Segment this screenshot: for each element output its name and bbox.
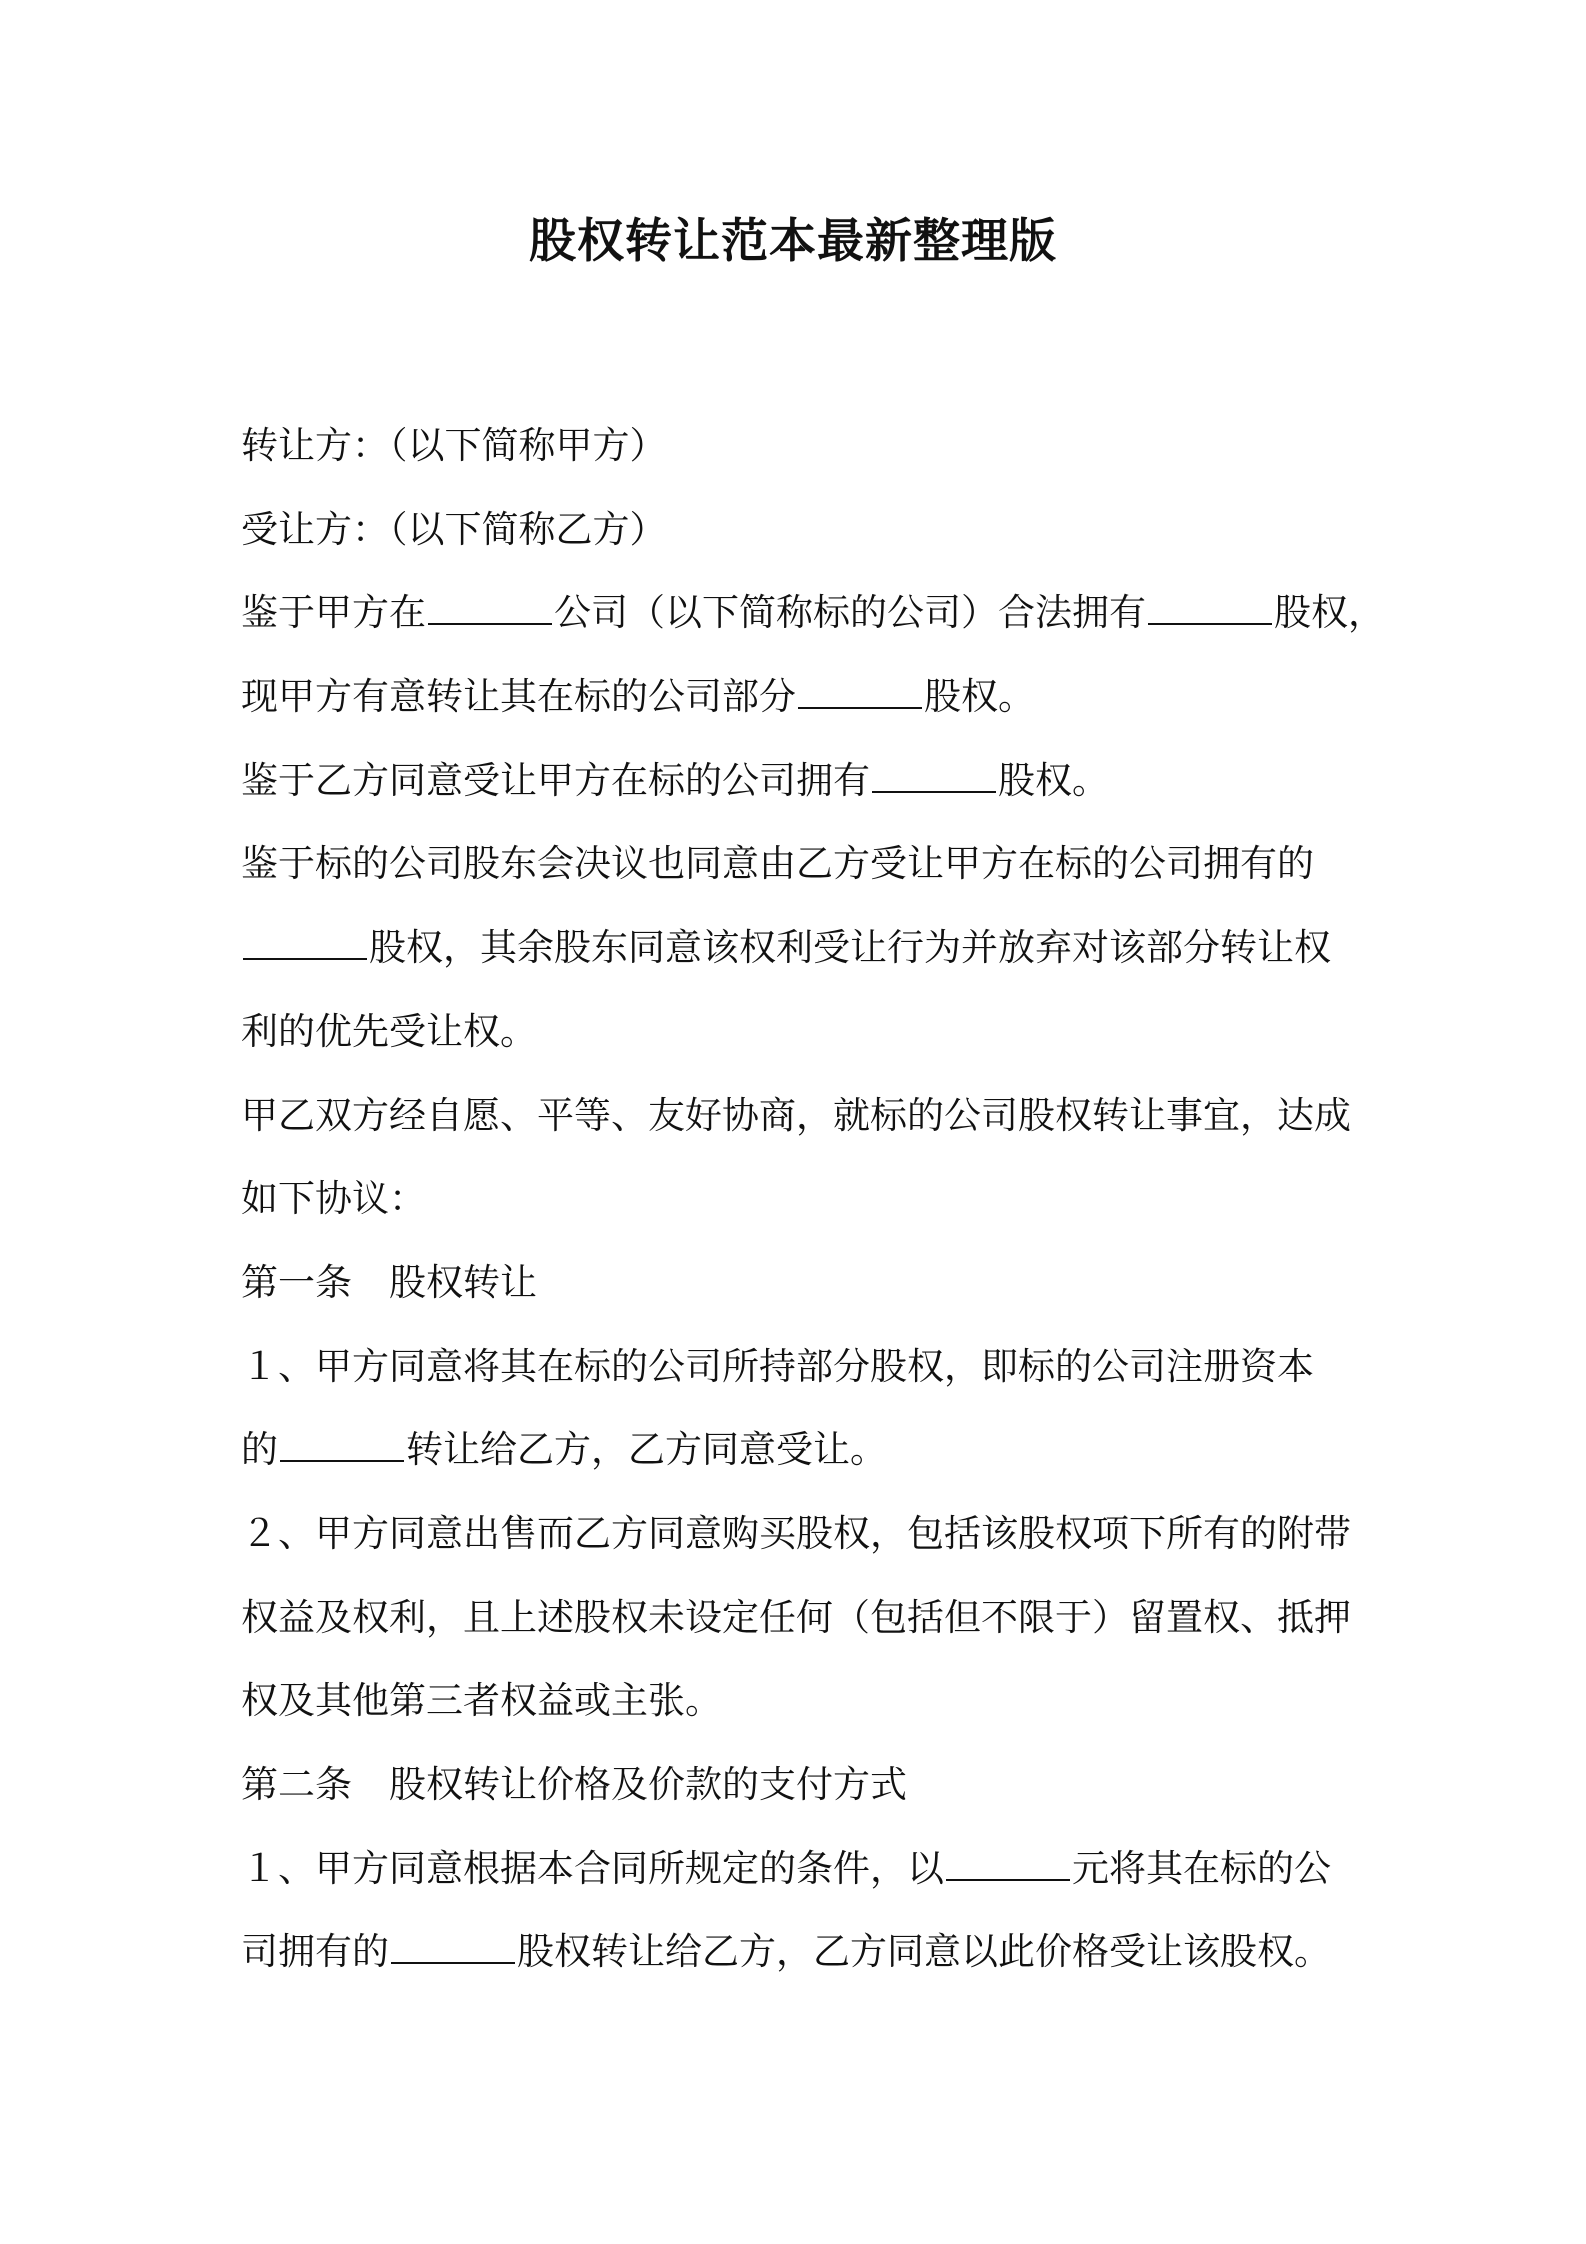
text-line: 甲乙双方经自愿、平等、友好协商，就标的公司股权转让事宜，达成 [241,1093,1351,1137]
text-line: 鉴于甲方在 公司（以下简称标的公司）合法拥有 股权， [241,591,1385,635]
fill-in-blank [798,677,922,709]
text-line: 权益及权利，且上述股权未设定任何（包括但不限于）留置权、抵押 [241,1595,1351,1639]
text-line: １、甲方同意根据本合同所规定的条件，以 元将其在标的公 [241,1846,1331,1890]
text-line-transferor: 转让方：（以下简称甲方） [241,424,667,467]
text-line: 现甲方有意转让其在标的公司部分 股权。 [241,675,1035,719]
text-line: 鉴于乙方同意受让甲方在标的公司拥有 股权。 [241,758,1109,802]
article-heading-2: 第二条 股权转让价格及价款的支付方式 [241,1763,907,1806]
text-line: 利的优先受让权。 [241,1009,537,1053]
text-line: １、甲方同意将其在标的公司所持部分股权，即标的公司注册资本 [241,1344,1314,1388]
text-line: 的 转让给乙方，乙方同意受让。 [241,1428,887,1472]
text-line: 如下协议： [241,1177,426,1221]
fill-in-blank [946,1849,1070,1881]
text-line-transferee: 受让方：（以下简称乙方） [241,507,667,551]
text-line: 权及其他第三者权益或主张。 [241,1679,722,1723]
document-title: 股权转让范本最新整理版 [529,214,1057,269]
text-line: 司拥有的 股权转让给乙方，乙方同意以此价格受让该股权。 [241,1930,1331,1974]
document-body [241,404,1385,1994]
text-line: 股权，其余股东同意该权利受让行为并放弃对该部分转让权 [241,906,1351,990]
text-line: ２、甲方同意出售而乙方同意购买股权，包括该股权项下所有的附带 [241,1511,1351,1555]
fill-in-blank [428,593,552,625]
fill-in-blank [1148,593,1272,625]
fill-in-blank [280,1430,404,1462]
fill-in-blank [872,761,996,793]
text-line: 鉴于标的公司股东会决议也同意由乙方受让甲方在标的公司拥有的 [241,842,1314,886]
fill-in-blank [243,928,367,960]
article-heading-1: 第一条 股权转让 [241,1260,537,1304]
fill-in-blank [391,1932,515,1964]
